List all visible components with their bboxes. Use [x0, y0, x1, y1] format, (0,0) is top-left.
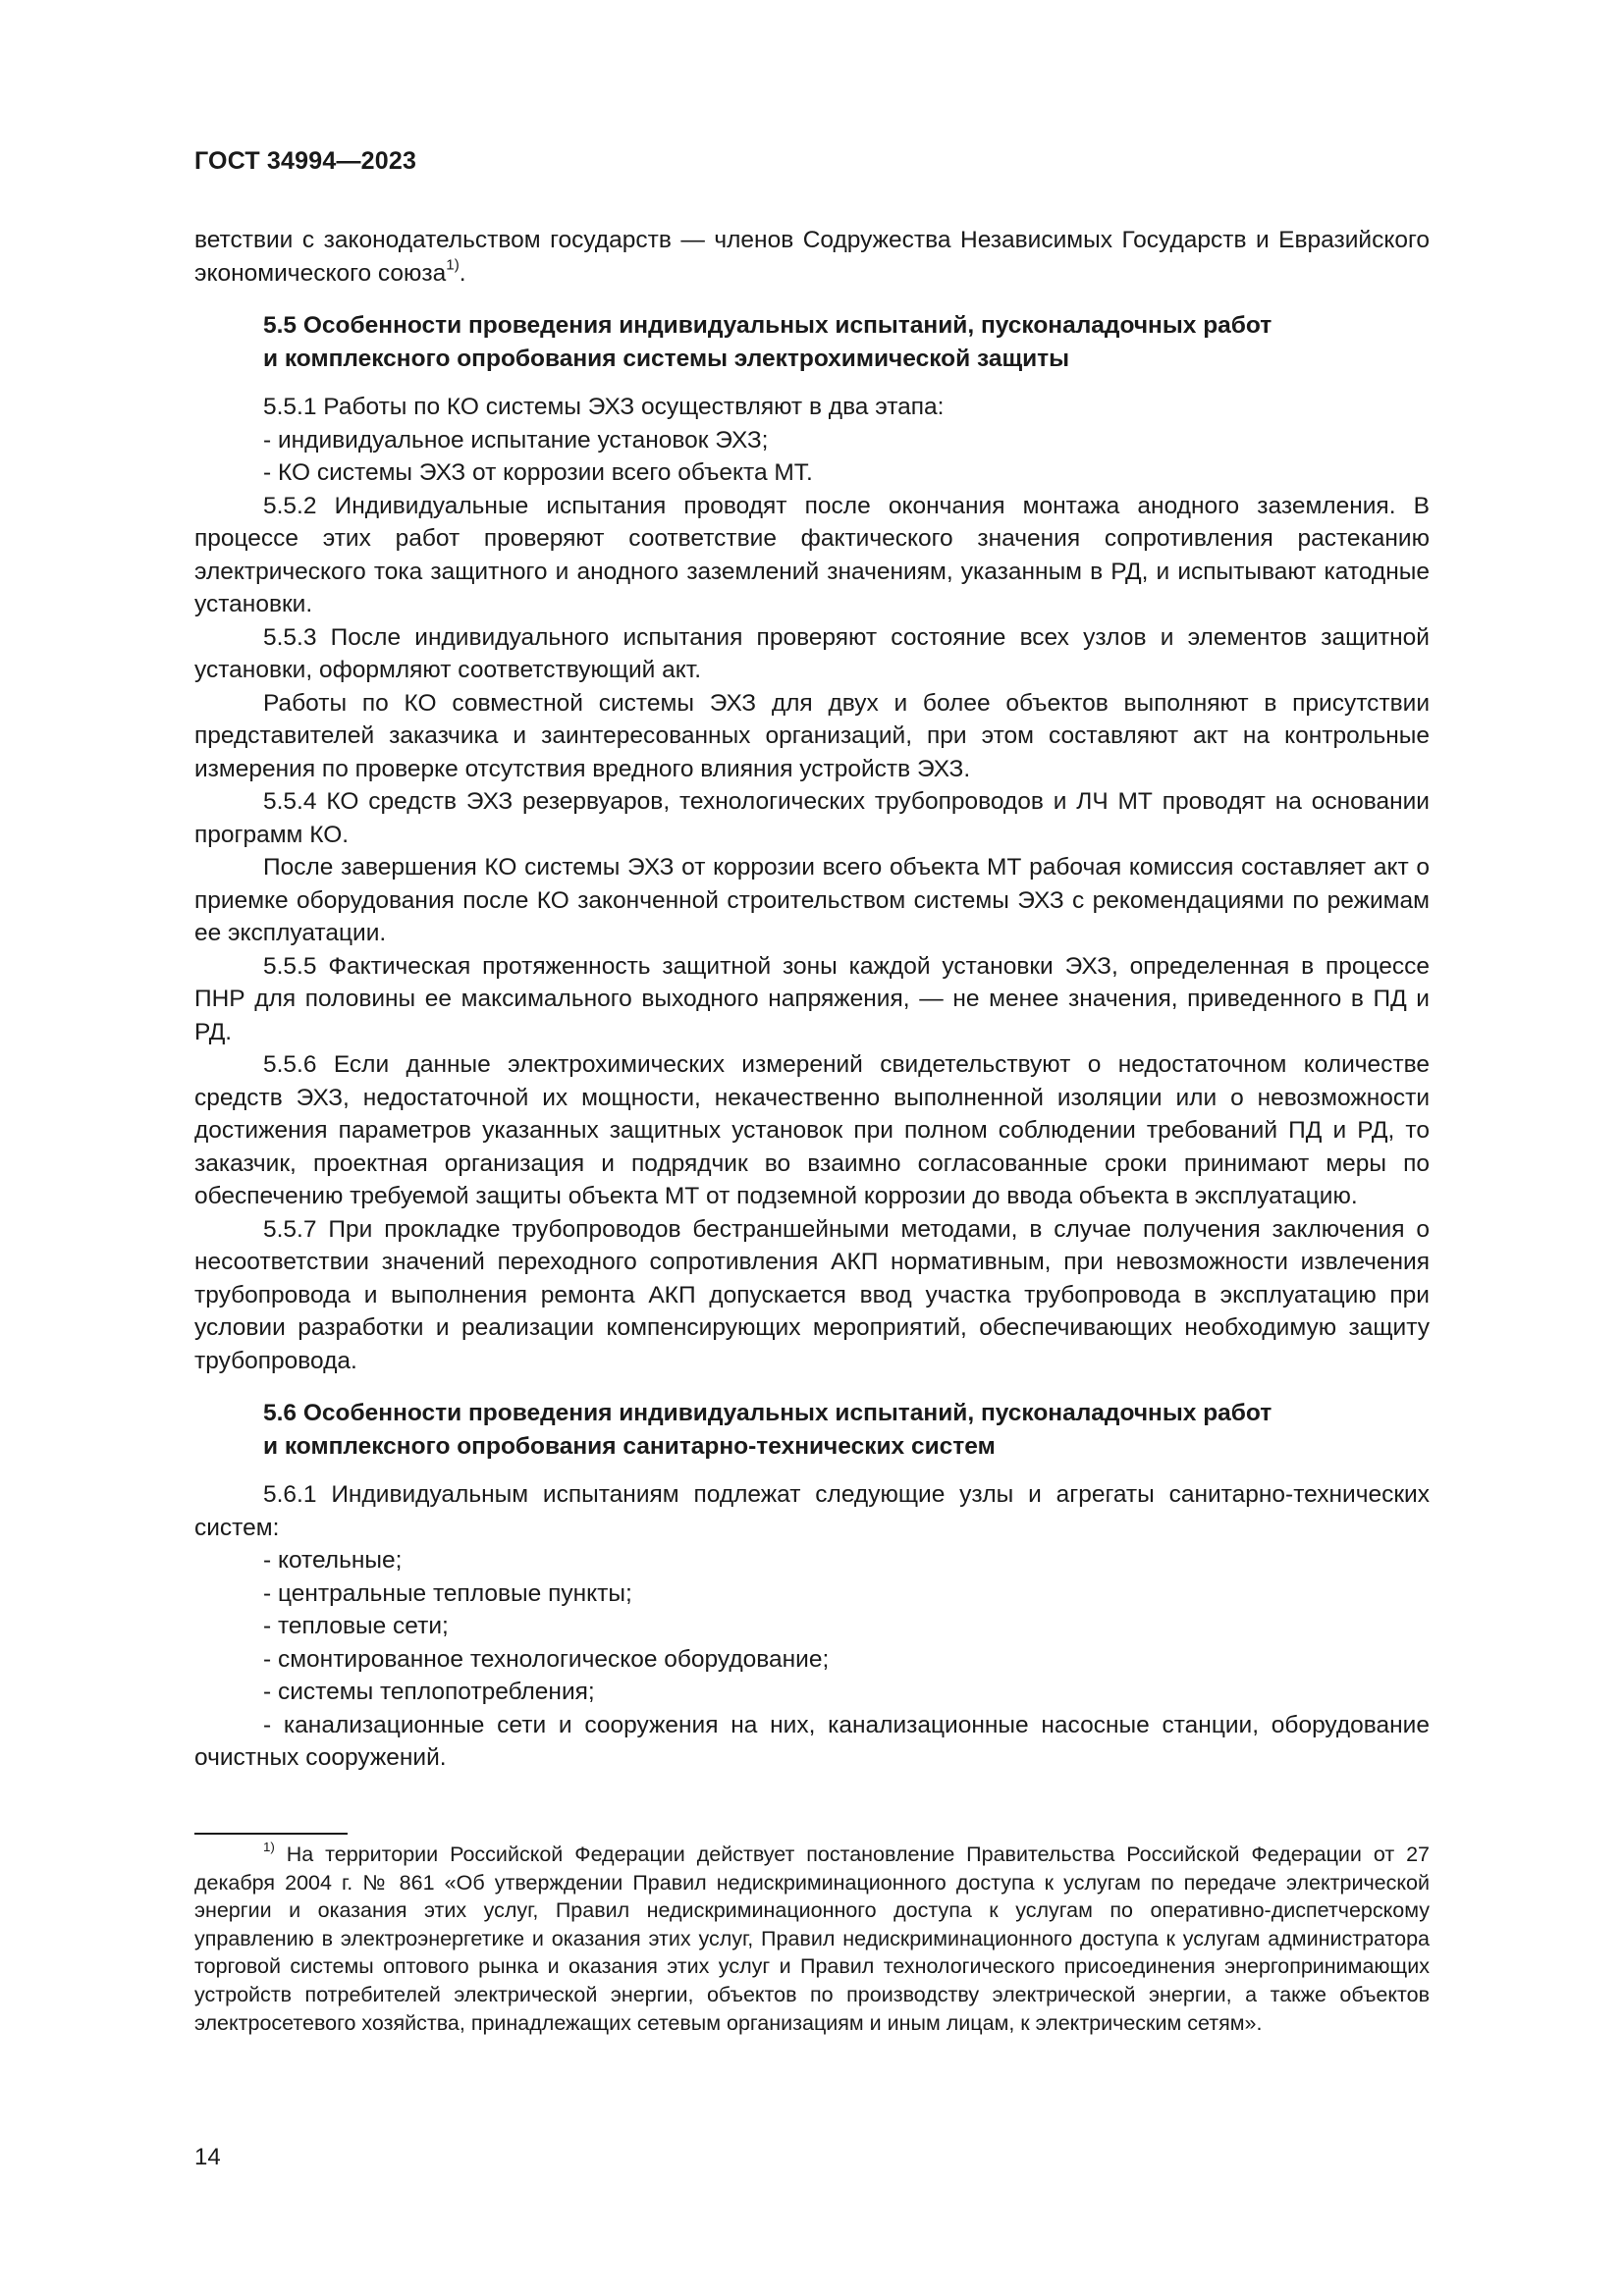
paragraph-5-5-4: 5.5.4 КО средств ЭХЗ резервуаров, технологических трубопроводов и ЛЧ МТ проводят на основании программ КО. — [194, 788, 1430, 848]
footnote-text: На территории Российской Федерации действует постановление Правительства Российской Федерации от 27 декабря 2004 г. № 861 «Об утверждении Правил недискриминационного доступа к услугам по передаче электрической энергии и оказания этих услуг, Правил недискриминационного доступа к услугам по оперативно-диспетчерскому управлению в электроэнергетике и оказания этих услуг, Правил недискриминационного доступа к услугам администратора торговой системы оптового рынка и оказания этих услуг и Правил технологического присоединения энергопринимающих устройств потребителей электрической энергии, объектов по производству электрической энергии, а также объектов электросетевого хозяйства, принадлежащих сетевым организациям и иным лицам, к электрическим сетям». — [194, 1842, 1430, 2035]
paragraph-5-5-6: 5.5.6 Если данные электрохимических измерений свидетельствуют о недостаточном количестве средств ЭХЗ, недостаточной их мощности, некачественно выполненной изоляции или о невозможности достижения параметров указанных защитных установок при полном соблюдении требований ПД и РД, то заказчик, проектная организация и подрядчик во взаимно согласованные сроки принимают меры по обеспечению требуемой защиты объекта МТ от подземной коррозии до ввода объекта в эксплуатацию. — [194, 1051, 1430, 1209]
footnote-marker: 1) — [263, 1840, 275, 1855]
page-number: 14 — [194, 2144, 221, 2170]
section-5-5-heading — [263, 309, 1430, 375]
paragraph-5-6-1: 5.6.1 Индивидуальным испытаниям подлежат следующие узлы и агрегаты санитарно-технических систем: — [194, 1481, 1430, 1541]
paragraph-5-5-7: 5.5.7 При прокладке трубопроводов бестраншейными методами, в случае получения заключения о несоответствии значений переходного сопротивления АКП нормативным, при невозможности извлечения трубопровода и выполнения ремонта АКП допускается ввод участка трубопровода в эксплуатацию при условии разработки и реализации компенсирующих мероприятий, обеспечивающих необходимую защиту трубопровода. — [194, 1215, 1430, 1374]
main-content — [194, 224, 1430, 1775]
section-heading-line: и комплексного опробования санитарно-технических систем — [263, 1432, 996, 1460]
list-item: - тепловые сети; — [263, 1613, 449, 1639]
list-item: - КО системы ЭХЗ от коррозии всего объекта МТ. — [263, 459, 813, 486]
section-heading-line: 5.5 Особенности проведения индивидуальных испытаний, пусконаладочных работ — [263, 312, 1272, 339]
footnote — [194, 1841, 1430, 2037]
footnote-divider — [194, 1833, 348, 1835]
list-item: - системы теплопотребления; — [263, 1679, 595, 1705]
section-heading-line: и комплексного опробования системы электрохимической защиты — [263, 345, 1070, 372]
list-item: - смонтированное технологическое оборудование; — [263, 1645, 830, 1673]
section-5-6-heading — [263, 1397, 1430, 1463]
paragraph-5-5-5: 5.5.5 Фактическая протяженность защитной зоны каждой установки ЭХЗ, определенная в процессе ПНР для половины ее максимального выходного напряжения, — не менее значения, приведенного в ПД и РД. — [194, 952, 1430, 1045]
paragraph-5-5-3: 5.5.3 После индивидуального испытания проверяют состояние всех узлов и элементов защитной установки, оформляют соответствующий акт. — [194, 623, 1430, 683]
intro-text: ветствии с законодательством государств — членов Содружества Независимых Государств и Евразийского экономического союза — [194, 227, 1430, 287]
intro-end: . — [459, 259, 466, 287]
paragraph-5-5-1: 5.5.1 Работы по КО системы ЭХЗ осуществляют в два этапа: — [263, 394, 945, 420]
list-item: - котельные; — [263, 1547, 403, 1574]
document-header: ГОСТ 34994—2023 — [194, 147, 417, 175]
footnote-reference[interactable]: 1) — [446, 256, 460, 274]
section-heading-line: 5.6 Особенности проведения индивидуальных испытаний, пусконаладочных работ — [263, 1400, 1272, 1426]
paragraph-5-5-2: 5.5.2 Индивидуальные испытания проводят после окончания монтажа анодного заземления. В процессе этих работ проверяют соответствие фактического значения сопротивления растеканию электрического тока защитного и анодного заземлений значениям, указанным в РД, и испытывают катодные установки. — [194, 492, 1430, 617]
paragraph-5-5-4-continued: После завершения КО системы ЭХЗ от коррозии всего объекта МТ рабочая комиссия составляет акт о приемке оборудования после КО законченной строительством системы ЭХЗ с рекомендациями по режимам ее эксплуатации. — [194, 854, 1430, 946]
list-item: - центральные тепловые пункты; — [263, 1579, 632, 1607]
list-item: - канализационные сети и сооружения на них, канализационные насосные станции, оборудование очистных сооружений. — [194, 1711, 1430, 1771]
paragraph-5-5-3-continued: Работы по КО совместной системы ЭХЗ для двух и более объектов выполняют в присутствии представителей заказчика и заинтересованных организаций, при этом составляют акт на контрольные измерения по проверке отсутствия вредного влияния устройств ЭХЗ. — [194, 689, 1430, 782]
list-item: - индивидуальное испытание установок ЭХЗ; — [263, 426, 769, 454]
intro-paragraph — [194, 224, 1430, 290]
